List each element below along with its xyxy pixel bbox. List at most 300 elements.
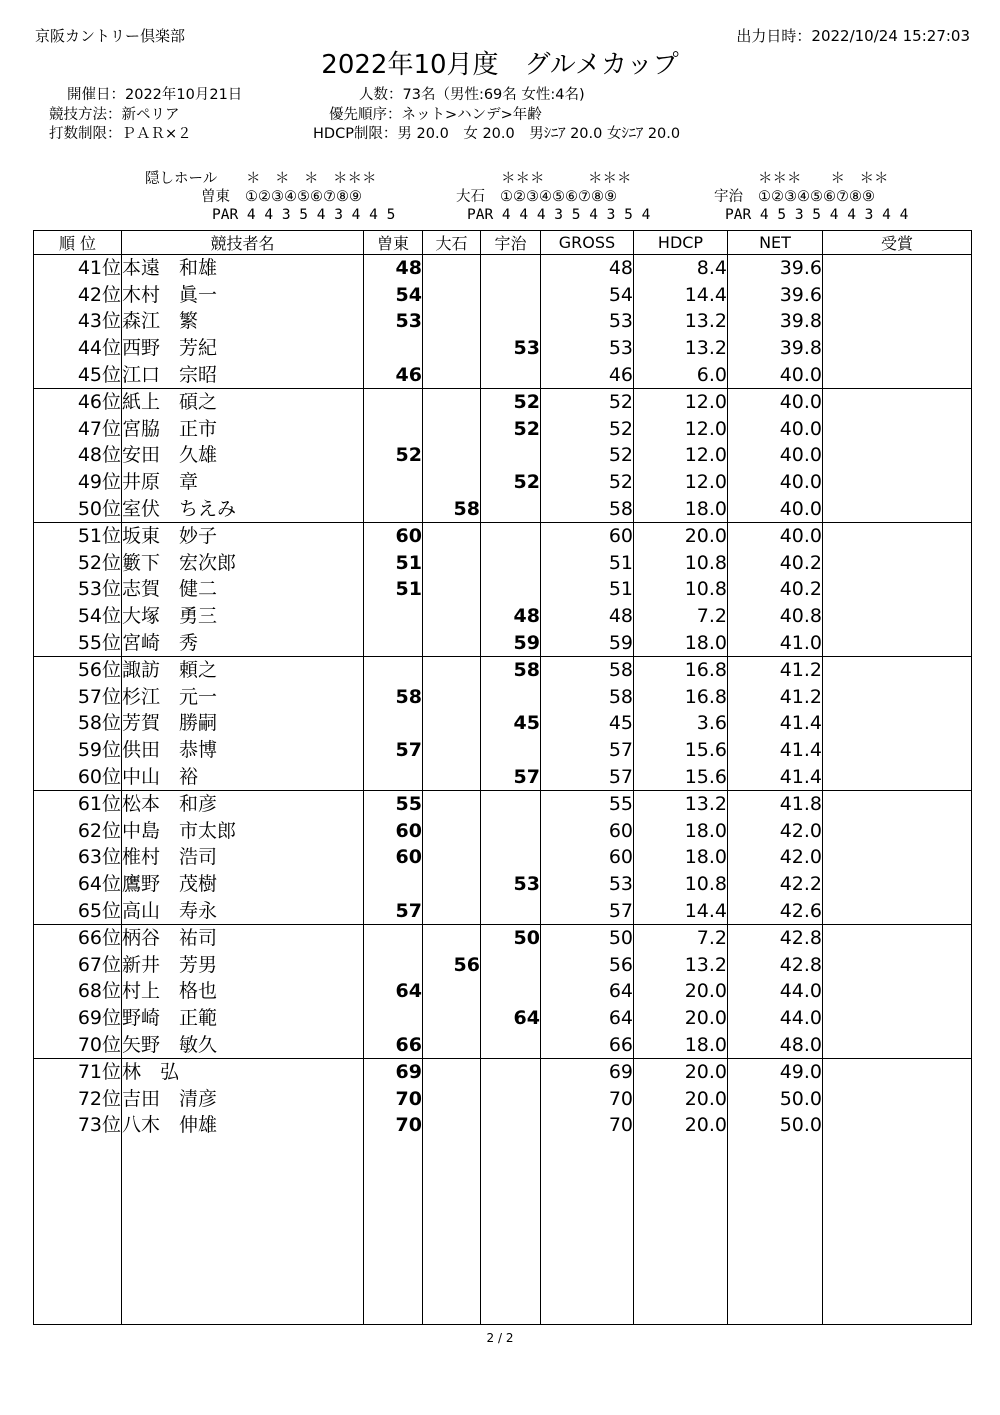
player-name-cell: 室伏 ちえみ xyxy=(122,495,364,522)
course-name: 曽東 xyxy=(201,189,230,205)
award-cell xyxy=(823,335,972,362)
score-sotou-cell: 57 xyxy=(364,737,423,764)
priority-order: 優先順序：ネット>ハンデ>年齢 xyxy=(329,106,542,123)
club-name: 京阪カントリー倶楽部 xyxy=(35,27,186,45)
score-uji-cell: 58 xyxy=(481,656,541,683)
score-sotou-cell: 52 xyxy=(364,442,423,469)
hdcp-cell: 13.2 xyxy=(634,790,728,817)
score-oishi-cell xyxy=(423,844,481,871)
hdcp-limit: HDCP制限：男 20.0 女 20.0 男ｼﾆｱ 20.0 女ｼﾆｱ 20.0 xyxy=(313,126,681,142)
net-cell: 41.8 xyxy=(728,790,823,817)
table-row xyxy=(34,442,972,469)
score-uji-cell: 59 xyxy=(481,629,541,656)
rank-cell: 49位 xyxy=(34,469,122,496)
rank-cell: 66位 xyxy=(34,924,122,951)
player-name-cell: 野崎 正範 xyxy=(122,1005,364,1032)
player-name-cell: 杉江 元一 xyxy=(122,684,364,711)
table-row xyxy=(34,951,972,978)
award-cell xyxy=(823,1005,972,1032)
gross-cell: 64 xyxy=(541,1005,634,1032)
par-row: PAR 4 4 3 5 4 3 4 4 5 xyxy=(212,207,396,223)
rank-cell: 73位 xyxy=(34,1112,122,1139)
net-cell: 50.0 xyxy=(728,1112,823,1139)
gross-cell: 58 xyxy=(541,684,634,711)
player-name-cell: 新井 芳男 xyxy=(122,951,364,978)
table-row xyxy=(34,603,972,630)
rank-cell: 68位 xyxy=(34,978,122,1005)
score-uji-cell: 45 xyxy=(481,710,541,737)
gross-cell: 51 xyxy=(541,576,634,603)
table-row xyxy=(34,629,972,656)
player-name-cell: 木村 眞一 xyxy=(122,282,364,309)
hdcp-cell: 13.2 xyxy=(634,335,728,362)
empty-cell xyxy=(728,1139,823,1325)
score-oishi-cell xyxy=(423,763,481,790)
col-hdcp: HDCP xyxy=(634,231,728,255)
score-oishi-cell xyxy=(423,1085,481,1112)
rank-cell: 58位 xyxy=(34,710,122,737)
score-uji-cell: 50 xyxy=(481,924,541,951)
score-uji-cell xyxy=(481,308,541,335)
award-cell xyxy=(823,308,972,335)
score-sotou-cell: 70 xyxy=(364,1085,423,1112)
award-cell xyxy=(823,1058,972,1085)
award-cell xyxy=(823,469,972,496)
rank-cell: 56位 xyxy=(34,656,122,683)
table-row xyxy=(34,1005,972,1032)
net-cell: 44.0 xyxy=(728,978,823,1005)
player-name-cell: 中山 裕 xyxy=(122,763,364,790)
score-sotou-cell xyxy=(364,603,423,630)
table-row xyxy=(34,576,972,603)
gross-cell: 64 xyxy=(541,978,634,1005)
score-oishi-cell xyxy=(423,416,481,443)
score-uji-cell xyxy=(481,522,541,549)
gross-cell: 53 xyxy=(541,308,634,335)
hdcp-cell: 12.0 xyxy=(634,416,728,443)
net-cell: 48.0 xyxy=(728,1031,823,1058)
gross-cell: 57 xyxy=(541,897,634,924)
rank-cell: 42位 xyxy=(34,282,122,309)
hdcp-cell: 13.2 xyxy=(634,308,728,335)
award-cell xyxy=(823,684,972,711)
player-name-cell: 林 弘 xyxy=(122,1058,364,1085)
net-cell: 42.8 xyxy=(728,951,823,978)
net-cell: 40.0 xyxy=(728,388,823,415)
event-date: 開催日：2022年10月21日 xyxy=(67,87,243,103)
award-cell xyxy=(823,763,972,790)
net-cell: 40.2 xyxy=(728,550,823,577)
gross-cell: 48 xyxy=(541,255,634,282)
hdcp-cell: 10.8 xyxy=(634,550,728,577)
net-cell: 40.8 xyxy=(728,603,823,630)
award-cell xyxy=(823,255,972,282)
rank-cell: 48位 xyxy=(34,442,122,469)
player-name-cell: 芳賀 勝嗣 xyxy=(122,710,364,737)
table-row xyxy=(34,469,972,496)
score-oishi-cell xyxy=(423,710,481,737)
net-cell: 42.6 xyxy=(728,897,823,924)
score-uji-cell xyxy=(481,442,541,469)
score-oishi-cell xyxy=(423,790,481,817)
rank-cell: 53位 xyxy=(34,576,122,603)
score-uji-cell xyxy=(481,684,541,711)
hdcp-cell: 20.0 xyxy=(634,1058,728,1085)
player-name-cell: 椎村 浩司 xyxy=(122,844,364,871)
hole-numbers: ①②③④⑤⑥⑦⑧⑨ xyxy=(758,189,875,205)
award-cell xyxy=(823,550,972,577)
player-name-cell: 森江 繁 xyxy=(122,308,364,335)
table-row xyxy=(34,817,972,844)
gross-cell: 57 xyxy=(541,737,634,764)
player-name-cell: 志賀 健二 xyxy=(122,576,364,603)
score-uji-cell xyxy=(481,897,541,924)
score-uji-cell xyxy=(481,495,541,522)
net-cell: 40.0 xyxy=(728,522,823,549)
score-sotou-cell xyxy=(364,335,423,362)
score-sotou-cell: 54 xyxy=(364,282,423,309)
gross-cell: 58 xyxy=(541,656,634,683)
player-name-cell: 籔下 宏次郎 xyxy=(122,550,364,577)
award-cell xyxy=(823,416,972,443)
rank-cell: 45位 xyxy=(34,361,122,388)
hdcp-cell: 20.0 xyxy=(634,522,728,549)
gross-cell: 46 xyxy=(541,361,634,388)
hdcp-cell: 20.0 xyxy=(634,978,728,1005)
score-uji-cell: 64 xyxy=(481,1005,541,1032)
gross-cell: 50 xyxy=(541,924,634,951)
award-cell xyxy=(823,282,972,309)
score-uji-cell xyxy=(481,1112,541,1139)
hdcp-cell: 12.0 xyxy=(634,442,728,469)
table-row xyxy=(34,308,972,335)
score-oishi-cell xyxy=(423,442,481,469)
gross-cell: 51 xyxy=(541,550,634,577)
award-cell xyxy=(823,629,972,656)
stroke-limit: 打数制限：ＰＡＲ×２ xyxy=(49,126,192,142)
score-uji-cell xyxy=(481,255,541,282)
award-cell xyxy=(823,576,972,603)
score-oishi-cell xyxy=(423,978,481,1005)
score-oishi-cell xyxy=(423,282,481,309)
rank-cell: 57位 xyxy=(34,684,122,711)
player-name-cell: 井原 章 xyxy=(122,469,364,496)
rank-cell: 69位 xyxy=(34,1005,122,1032)
table-row xyxy=(34,361,972,388)
net-cell: 39.6 xyxy=(728,282,823,309)
score-oishi-cell xyxy=(423,255,481,282)
score-sotou-cell: 51 xyxy=(364,550,423,577)
net-cell: 41.4 xyxy=(728,710,823,737)
score-sotou-cell: 60 xyxy=(364,522,423,549)
player-name-cell: 宮崎 秀 xyxy=(122,629,364,656)
score-oishi-cell xyxy=(423,603,481,630)
award-cell xyxy=(823,656,972,683)
gross-cell: 52 xyxy=(541,416,634,443)
gross-cell: 58 xyxy=(541,495,634,522)
score-sotou-cell xyxy=(364,924,423,951)
net-cell: 42.2 xyxy=(728,871,823,898)
table-row xyxy=(34,871,972,898)
rank-cell: 71位 xyxy=(34,1058,122,1085)
table-row xyxy=(34,737,972,764)
score-sotou-cell xyxy=(364,495,423,522)
score-sotou-cell: 46 xyxy=(364,361,423,388)
gross-cell: 69 xyxy=(541,1058,634,1085)
score-uji-cell xyxy=(481,1031,541,1058)
score-sotou-cell xyxy=(364,469,423,496)
table-row xyxy=(34,684,972,711)
table-row xyxy=(34,924,972,951)
score-sotou-cell xyxy=(364,656,423,683)
par-row: PAR 4 5 3 5 4 4 3 4 4 xyxy=(725,207,909,223)
award-cell xyxy=(823,817,972,844)
score-oishi-cell xyxy=(423,1031,481,1058)
gross-cell: 45 xyxy=(541,710,634,737)
score-oishi-cell xyxy=(423,308,481,335)
score-uji-cell xyxy=(481,550,541,577)
rank-cell: 41位 xyxy=(34,255,122,282)
player-name-cell: 村上 格也 xyxy=(122,978,364,1005)
table-row xyxy=(34,335,972,362)
net-cell: 50.0 xyxy=(728,1085,823,1112)
empty-cell xyxy=(364,1139,423,1325)
score-uji-cell: 53 xyxy=(481,871,541,898)
gross-cell: 60 xyxy=(541,844,634,871)
printed-datetime: 出力日時：2022/10/24 15:27:03 xyxy=(736,27,970,45)
score-uji-cell xyxy=(481,576,541,603)
rank-cell: 52位 xyxy=(34,550,122,577)
gross-cell: 53 xyxy=(541,871,634,898)
net-cell: 40.0 xyxy=(728,416,823,443)
col-gross: GROSS xyxy=(541,231,634,255)
table-row xyxy=(34,1058,972,1085)
player-name-cell: 大塚 勇三 xyxy=(122,603,364,630)
score-oishi-cell xyxy=(423,629,481,656)
page-number: 2 / 2 xyxy=(486,1331,514,1345)
gross-cell: 56 xyxy=(541,951,634,978)
table-row xyxy=(34,388,972,415)
table-row xyxy=(34,1112,972,1139)
player-name-cell: 安田 久雄 xyxy=(122,442,364,469)
score-oishi-cell xyxy=(423,1005,481,1032)
gross-cell: 59 xyxy=(541,629,634,656)
hdcp-cell: 8.4 xyxy=(634,255,728,282)
net-cell: 40.2 xyxy=(728,576,823,603)
header-row xyxy=(34,231,972,255)
gross-cell: 70 xyxy=(541,1085,634,1112)
score-oishi-cell xyxy=(423,388,481,415)
player-name-cell: 矢野 敏久 xyxy=(122,1031,364,1058)
gross-cell: 55 xyxy=(541,790,634,817)
score-uji-cell: 52 xyxy=(481,416,541,443)
score-uji-cell xyxy=(481,790,541,817)
hdcp-cell: 18.0 xyxy=(634,844,728,871)
table-row xyxy=(34,790,972,817)
hdcp-cell: 15.6 xyxy=(634,763,728,790)
table-row xyxy=(34,550,972,577)
table-filler xyxy=(34,1139,972,1325)
hidden-stars: ＊＊＊ ＊＊＊ xyxy=(501,171,632,187)
score-oishi-cell xyxy=(423,1058,481,1085)
player-name-cell: 中島 市太郎 xyxy=(122,817,364,844)
empty-cell xyxy=(823,1139,972,1325)
hdcp-cell: 10.8 xyxy=(634,576,728,603)
score-uji-cell xyxy=(481,1058,541,1085)
hdcp-cell: 20.0 xyxy=(634,1112,728,1139)
score-oishi-cell: 56 xyxy=(423,951,481,978)
hdcp-cell: 10.8 xyxy=(634,871,728,898)
net-cell: 42.0 xyxy=(728,817,823,844)
score-uji-cell: 52 xyxy=(481,469,541,496)
rank-cell: 59位 xyxy=(34,737,122,764)
score-sotou-cell: 66 xyxy=(364,1031,423,1058)
score-sotou-cell xyxy=(364,416,423,443)
score-sotou-cell xyxy=(364,763,423,790)
score-oishi-cell xyxy=(423,684,481,711)
table-row xyxy=(34,897,972,924)
par-row: PAR 4 4 4 3 5 4 3 5 4 xyxy=(467,207,651,223)
col-player-name: 競技者名 xyxy=(122,231,364,255)
award-cell xyxy=(823,1085,972,1112)
score-sotou-cell: 51 xyxy=(364,576,423,603)
score-sotou-cell: 53 xyxy=(364,308,423,335)
competition-method: 競技方法：新ペリア xyxy=(49,106,180,123)
player-name-cell: 宮脇 正市 xyxy=(122,416,364,443)
rank-cell: 63位 xyxy=(34,844,122,871)
score-oishi-cell xyxy=(423,656,481,683)
score-uji-cell xyxy=(481,282,541,309)
empty-cell xyxy=(541,1139,634,1325)
rank-cell: 54位 xyxy=(34,603,122,630)
hdcp-cell: 7.2 xyxy=(634,924,728,951)
hdcp-cell: 13.2 xyxy=(634,951,728,978)
hidden-stars: ＊＊＊ ＊ ＊＊ xyxy=(758,171,889,187)
hdcp-cell: 6.0 xyxy=(634,361,728,388)
table-row xyxy=(34,416,972,443)
gross-cell: 52 xyxy=(541,388,634,415)
net-cell: 42.8 xyxy=(728,924,823,951)
hdcp-cell: 16.8 xyxy=(634,684,728,711)
hdcp-cell: 7.2 xyxy=(634,603,728,630)
score-uji-cell xyxy=(481,1085,541,1112)
score-sotou-cell xyxy=(364,710,423,737)
gross-cell: 70 xyxy=(541,1112,634,1139)
empty-cell xyxy=(122,1139,364,1325)
gross-cell: 53 xyxy=(541,335,634,362)
rank-cell: 47位 xyxy=(34,416,122,443)
rank-cell: 43位 xyxy=(34,308,122,335)
course-name: 大石 xyxy=(456,189,485,205)
player-name-cell: 諏訪 頼之 xyxy=(122,656,364,683)
award-cell xyxy=(823,1031,972,1058)
rank-cell: 62位 xyxy=(34,817,122,844)
score-uji-cell xyxy=(481,361,541,388)
award-cell xyxy=(823,361,972,388)
gross-cell: 48 xyxy=(541,603,634,630)
gross-cell: 57 xyxy=(541,763,634,790)
score-oishi-cell xyxy=(423,924,481,951)
player-name-cell: 紙上 碩之 xyxy=(122,388,364,415)
score-sotou-cell: 60 xyxy=(364,844,423,871)
score-uji-cell: 48 xyxy=(481,603,541,630)
table-row xyxy=(34,522,972,549)
table-row xyxy=(34,255,972,282)
award-cell xyxy=(823,1112,972,1139)
hidden-hole-label: 隠しホール xyxy=(145,171,218,187)
net-cell: 39.6 xyxy=(728,255,823,282)
hole-numbers: ①②③④⑤⑥⑦⑧⑨ xyxy=(500,189,617,205)
score-oishi-cell xyxy=(423,550,481,577)
player-name-cell: 松本 和彦 xyxy=(122,790,364,817)
player-name-cell: 鷹野 茂樹 xyxy=(122,871,364,898)
award-cell xyxy=(823,951,972,978)
score-sotou-cell xyxy=(364,951,423,978)
col-net: NET xyxy=(728,231,823,255)
hdcp-cell: 20.0 xyxy=(634,1005,728,1032)
gross-cell: 54 xyxy=(541,282,634,309)
score-sotou-cell: 70 xyxy=(364,1112,423,1139)
rank-cell: 44位 xyxy=(34,335,122,362)
empty-cell xyxy=(34,1139,122,1325)
award-cell xyxy=(823,924,972,951)
player-name-cell: 柄谷 祐司 xyxy=(122,924,364,951)
player-name-cell: 本遠 和雄 xyxy=(122,255,364,282)
player-name-cell: 西野 芳紀 xyxy=(122,335,364,362)
net-cell: 40.0 xyxy=(728,495,823,522)
empty-cell xyxy=(634,1139,728,1325)
award-cell xyxy=(823,737,972,764)
score-uji-cell xyxy=(481,951,541,978)
hdcp-cell: 18.0 xyxy=(634,817,728,844)
score-sotou-cell xyxy=(364,629,423,656)
gross-cell: 60 xyxy=(541,522,634,549)
score-sotou-cell: 55 xyxy=(364,790,423,817)
score-sotou-cell xyxy=(364,388,423,415)
hdcp-cell: 16.8 xyxy=(634,656,728,683)
hdcp-cell: 18.0 xyxy=(634,495,728,522)
col-sotou: 曽東 xyxy=(364,231,423,255)
score-oishi-cell xyxy=(423,522,481,549)
score-sotou-cell: 60 xyxy=(364,817,423,844)
empty-cell xyxy=(481,1139,541,1325)
score-oishi-cell xyxy=(423,737,481,764)
score-sotou-cell xyxy=(364,1005,423,1032)
award-cell xyxy=(823,710,972,737)
net-cell: 41.0 xyxy=(728,629,823,656)
score-sotou-cell: 58 xyxy=(364,684,423,711)
player-name-cell: 江口 宗昭 xyxy=(122,361,364,388)
rank-cell: 72位 xyxy=(34,1085,122,1112)
hdcp-cell: 14.4 xyxy=(634,897,728,924)
score-oishi-cell: 58 xyxy=(423,495,481,522)
hdcp-cell: 18.0 xyxy=(634,1031,728,1058)
net-cell: 41.2 xyxy=(728,684,823,711)
hdcp-cell: 15.6 xyxy=(634,737,728,764)
score-uji-cell xyxy=(481,844,541,871)
col-uji: 宇治 xyxy=(481,231,541,255)
score-oishi-cell xyxy=(423,335,481,362)
table-row xyxy=(34,978,972,1005)
player-name-cell: 八木 伸雄 xyxy=(122,1112,364,1139)
net-cell: 44.0 xyxy=(728,1005,823,1032)
player-name-cell: 高山 寿永 xyxy=(122,897,364,924)
score-uji-cell: 57 xyxy=(481,763,541,790)
score-uji-cell xyxy=(481,978,541,1005)
table-row xyxy=(34,1031,972,1058)
gross-cell: 66 xyxy=(541,1031,634,1058)
award-cell xyxy=(823,897,972,924)
